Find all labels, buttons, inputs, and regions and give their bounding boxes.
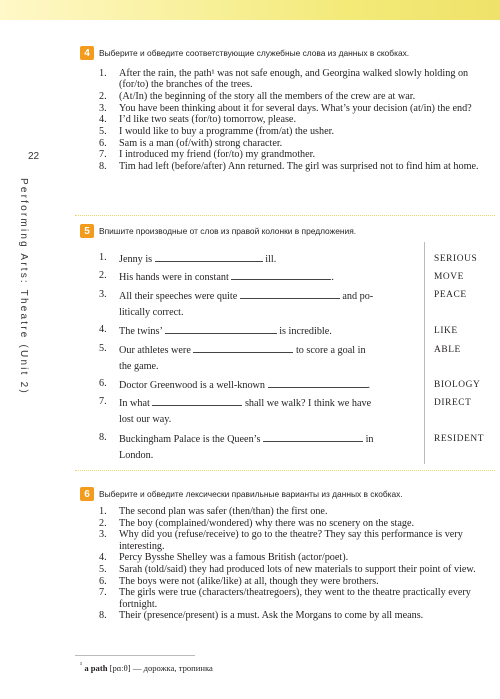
item-text: I would like to buy a programme (from/at) the usher. (119, 126, 335, 138)
item-text: I’d like two seats (for/to) tomorrow, please. (119, 114, 297, 126)
item-number: 7. (99, 149, 107, 161)
item-number: 8. (99, 161, 107, 173)
ex5-item-7-cont: lost our way. (119, 414, 172, 425)
list-item (99, 91, 497, 102)
word-biology: BIOLOGY (434, 380, 481, 390)
word-column-divider (424, 242, 425, 464)
divider (75, 470, 495, 471)
exercise-4-instruction: Выберите и обведите соответствующие служебные слова из данных в скобках. (99, 48, 410, 58)
answer-blank[interactable] (231, 270, 331, 280)
exercise-6-list (99, 506, 497, 622)
item-text: Sam is a man (of/with) strong character. (119, 137, 283, 149)
word-move: MOVE (434, 272, 465, 282)
item-number: 6. (99, 575, 107, 587)
divider (75, 215, 495, 216)
answer-blank[interactable] (152, 396, 242, 406)
list-item (99, 126, 497, 137)
exercise-5-badge: 5 (80, 224, 94, 238)
item-text: You have been thinking about it for several days. What’s your decision (at/in) the end? (119, 102, 472, 114)
list-item (99, 529, 497, 551)
answer-blank[interactable] (240, 289, 340, 299)
item-text: (At/In) the beginning of the story all the members of the crew are at war. (119, 90, 416, 102)
item-number: 5. (99, 564, 107, 576)
item-text: Their (presence/present) is a must. Ask the Morgans to come by all means. (119, 610, 424, 622)
list-item (99, 610, 497, 621)
list-item (99, 518, 497, 529)
answer-blank[interactable] (155, 252, 263, 262)
item-text: The boy (complained/wondered) why there was no scenery on the stage. (119, 517, 415, 529)
list-item (99, 149, 497, 160)
list-item (99, 68, 497, 90)
list-item (99, 506, 497, 517)
exercise-4-list (99, 68, 497, 173)
top-decorative-bar (0, 0, 500, 20)
item-number: 4. (99, 114, 107, 126)
ex5-item-8-cont: London. (119, 450, 154, 461)
list-item (99, 138, 497, 149)
answer-blank[interactable] (165, 324, 277, 334)
exercise-5-instruction: Впишите производные от слов из правой колонки в предложения. (99, 226, 357, 236)
answer-blank[interactable] (263, 432, 363, 442)
item-number: 2. (99, 90, 107, 102)
item-number: 6. (99, 137, 107, 149)
footnote-transcription: [pɑːθ] (109, 662, 131, 673)
word-able: ABLE (434, 345, 461, 355)
list-item (99, 552, 497, 563)
item-text: The second plan was safer (then/than) the first one. (119, 506, 328, 517)
item-number: 3. (99, 529, 107, 541)
footnote: $^{^1}$ a path [pɑːθ] — дорожка, тропинка (80, 661, 213, 673)
answer-blank[interactable] (193, 343, 293, 353)
item-number: 1. (99, 506, 107, 517)
item-number: 5. (99, 126, 107, 138)
item-number: 7. (99, 587, 107, 599)
list-item (99, 161, 497, 172)
page-number: 22 (28, 151, 40, 162)
item-number: 4. (99, 552, 107, 564)
footnote-rule (75, 655, 195, 656)
item-text: I introduced my friend (for/to) my grandmother. (119, 149, 316, 161)
exercise-4-badge: 4 (80, 46, 94, 60)
exercise-6-badge: 6 (80, 487, 94, 501)
item-text: Why did you (refuse/receive) to go to the theatre? They say this performance is very interesting. (119, 529, 463, 552)
word-resident: RESIDENT (434, 434, 485, 444)
list-item (99, 114, 497, 125)
item-number: 8. (99, 610, 107, 622)
list-item (99, 103, 497, 114)
word-peace: PEACE (434, 290, 467, 300)
item-number: 1. (99, 68, 107, 79)
list-item (99, 587, 497, 609)
item-text: Sarah (told/said) they had produced lots of new materials to support their point of view. (119, 564, 476, 576)
footnote-definition: — дорожка, тропинка (132, 662, 213, 673)
word-like: LIKE (434, 326, 458, 336)
item-text: The girls were true (characters/theatregoers), they went to the theatre practically every fortnight. (119, 587, 471, 610)
list-item (99, 576, 497, 587)
running-head: Performing Arts: Theatre (Unit 2) (18, 178, 29, 395)
item-text: Tim had left (before/after) Ann returned. The girl was surprised not to find him at home. (119, 161, 479, 173)
word-serious: SERIOUS (434, 254, 478, 264)
ex5-item-5-cont: the game. (119, 361, 159, 372)
item-number: 3. (99, 102, 107, 114)
item-text: The boys were not (alike/like) at all, though they were brothers. (119, 575, 379, 587)
ex5-item-3-cont: litically correct. (119, 307, 184, 318)
item-text: After the rain, the path¹ was not safe enough, and Georgina walked slowly holding on (for/to) the branches of the trees. (119, 68, 469, 91)
footnote-term: a path (84, 662, 108, 673)
word-direct: DIRECT (434, 398, 472, 408)
answer-blank[interactable] (268, 378, 368, 388)
exercise-6-instruction: Выберите и обведите лексически правильные варианты из данных в скобках. (99, 489, 403, 499)
item-number: 2. (99, 517, 107, 529)
item-text: Percy Bysshe Shelley was a famous British (actor/poet). (119, 552, 349, 564)
list-item (99, 564, 497, 575)
